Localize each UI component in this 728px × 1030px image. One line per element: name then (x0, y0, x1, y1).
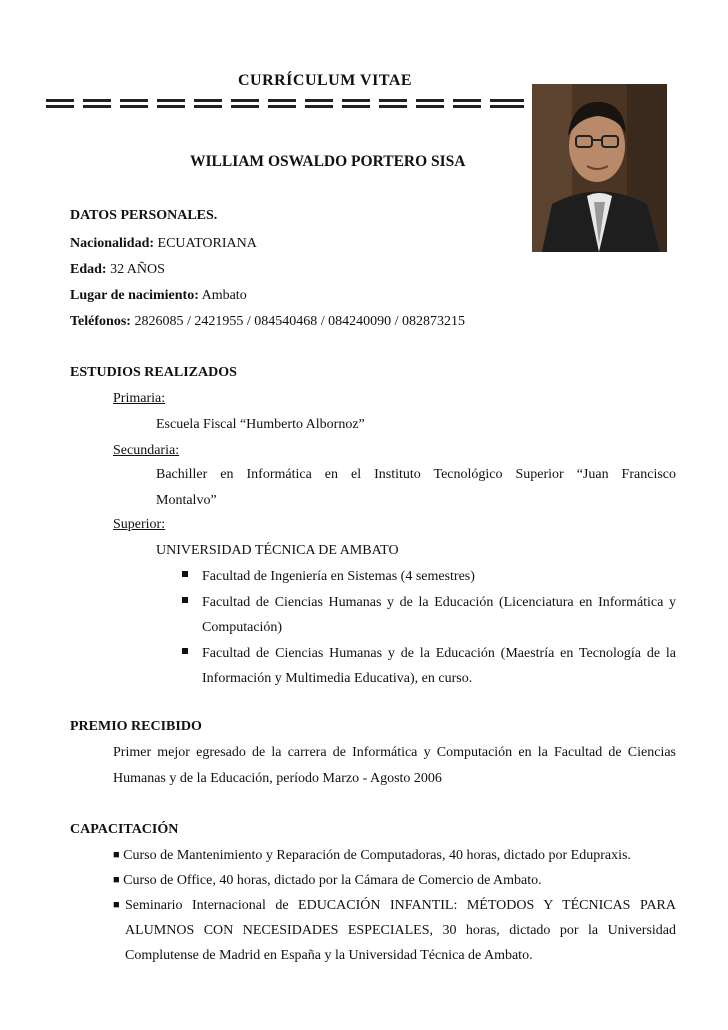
birthplace-value: Ambato (201, 288, 247, 303)
primary-label: Primaria: (113, 391, 166, 406)
bullet-icon (182, 648, 188, 654)
award-line2: Humanas y de la Educación, período Marzo - Agosto 2006 (113, 771, 442, 786)
document-title: CURRÍCULUM VITAE (237, 72, 413, 89)
training-item (113, 848, 631, 864)
bullet-icon (182, 571, 188, 577)
training-line1: Curso de Office, 40 horas, dictado por la Cámara de Comercio de Ambato. (123, 873, 542, 888)
portrait-image (532, 84, 667, 252)
training-line3: Complutense de Madrid en España y la Universidad Técnica de Ambato. (125, 948, 533, 963)
secondary-label: Secundaria: (113, 443, 180, 458)
bullet-icon: ■ (113, 874, 120, 886)
decorative-dashed-rule (46, 98, 524, 110)
training-line2: ALUMNOS CON NECESIDADES ESPECIALES, 30 horas, dictado por la Universidad (125, 923, 676, 938)
nationality-row (70, 236, 257, 252)
award-line1: Primer mejor egresado de la carrera de Informática y Computación en la Facultad de Ciencias (113, 745, 676, 760)
age-row (70, 262, 165, 278)
faculty-line1: Facultad de Ciencias Humanas y de la Educación (Licenciatura en Informática y (202, 595, 676, 610)
faculty-line2: Computación) (202, 620, 283, 635)
age-label: Edad: (70, 262, 107, 277)
superior-label: Superior: (113, 517, 166, 532)
secondary-school-line2: Montalvo” (156, 493, 217, 508)
nationality-label: Nacionalidad: (70, 236, 155, 251)
phones-row (70, 314, 465, 330)
faculty-line2: Información y Multimedia Educativa), en curso. (202, 671, 473, 686)
bullet-icon: ■ (113, 899, 120, 911)
section-heading-studies: ESTUDIOS REALIZADOS (70, 365, 237, 380)
phones-label: Teléfonos: (70, 314, 131, 329)
training-item-bullet (113, 898, 120, 914)
faculty-line1: Facultad de Ingeniería en Sistemas (4 semestres) (202, 569, 475, 584)
training-line1: Curso de Mantenimiento y Reparación de Computadoras, 40 horas, dictado por Edupraxis. (123, 848, 631, 863)
section-heading-award: PREMIO RECIBIDO (70, 719, 202, 734)
candidate-name: WILLIAM OSWALDO PORTERO SISA (190, 153, 466, 170)
faculty-line1: Facultad de Ciencias Humanas y de la Educación (Maestría en Tecnología de la (202, 646, 676, 661)
training-item (113, 873, 542, 889)
nationality-value: ECUATORIANA (157, 236, 257, 251)
university-name: UNIVERSIDAD TÉCNICA DE AMBATO (156, 543, 399, 558)
birthplace-row (70, 288, 247, 304)
bullet-icon (182, 597, 188, 603)
section-heading-training: CAPACITACIÓN (70, 822, 179, 837)
phones-value: 2826085 / 2421955 / 084540468 / 084240090 / 082873215 (134, 314, 465, 329)
primary-school: Escuela Fiscal “Humberto Albornoz” (156, 417, 365, 432)
faculty-item (182, 594, 198, 610)
faculty-item (182, 645, 198, 661)
faculty-item (182, 568, 198, 584)
bullet-icon: ■ (113, 849, 120, 861)
age-value: 32 AÑOS (110, 262, 165, 277)
section-heading-personal: DATOS PERSONALES. (70, 208, 218, 223)
training-line1: Seminario Internacional de EDUCACIÓN INFANTIL: MÉTODOS Y TÉCNICAS PARA (125, 898, 676, 913)
profile-photo (532, 84, 667, 252)
birthplace-label: Lugar de nacimiento: (70, 288, 199, 303)
secondary-school-line1: Bachiller en Informática en el Instituto Tecnológico Superior “Juan Francisco (156, 467, 676, 482)
